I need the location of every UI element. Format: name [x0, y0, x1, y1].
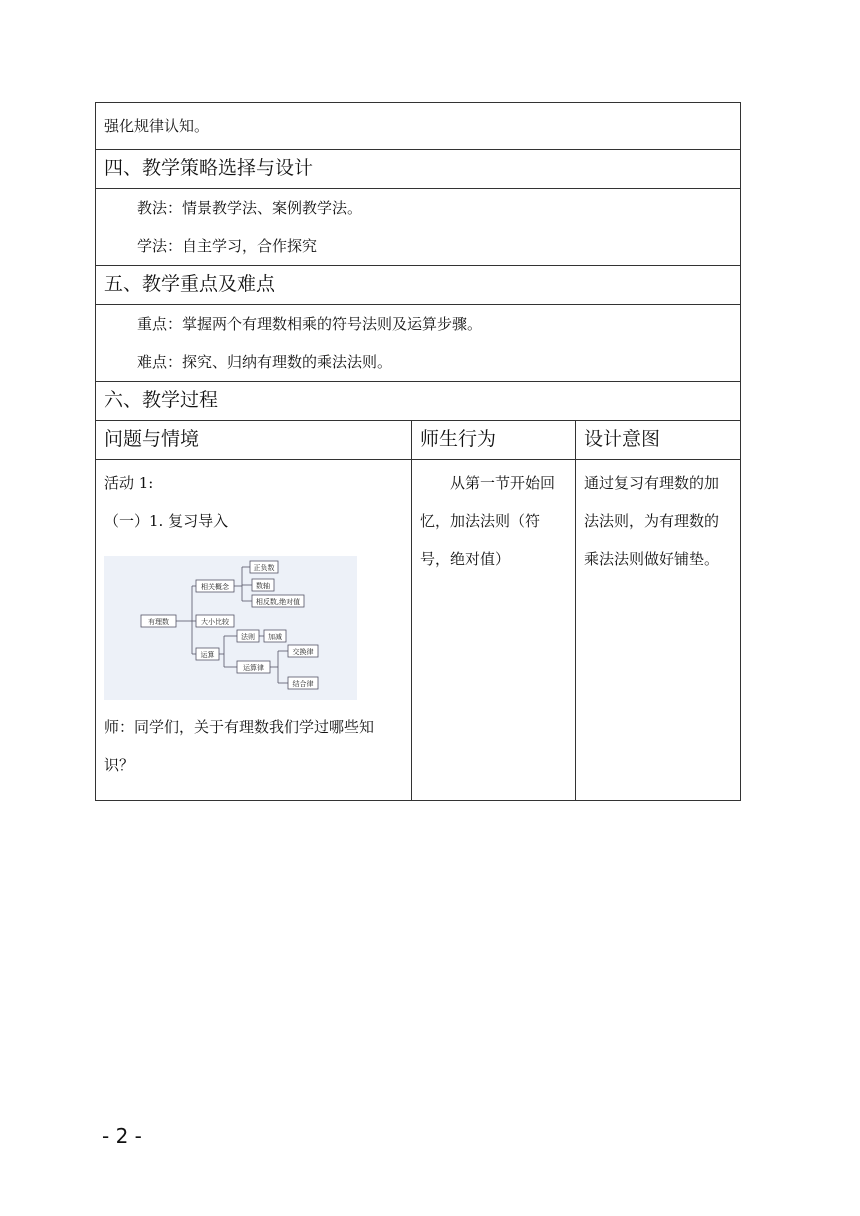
- key-point: 重点：掌握两个有理数相乘的符号法则及运算步骤。: [137, 315, 483, 333]
- node-related: 相关概念: [201, 583, 229, 591]
- design-intent: 通过复习有理数的加法法则，为有理数的乘法法则做好铺垫。: [584, 474, 720, 568]
- process-row-1: [96, 460, 741, 801]
- node-associative: 结合律: [292, 680, 314, 688]
- node-pos-neg: 正负数: [253, 564, 275, 572]
- node-compare: 大小比较: [201, 618, 229, 626]
- section5-title-row: [96, 266, 741, 305]
- section5-title: 五、教学重点及难点: [96, 266, 741, 305]
- section5-body-row: [96, 305, 741, 382]
- process-header-row: [96, 421, 741, 460]
- node-op-laws: 运算律: [243, 664, 264, 672]
- section4-title: 四、教学策略选择与设计: [96, 150, 741, 189]
- header-behavior: 师生行为: [412, 421, 576, 460]
- knowledge-tree-diagram: [104, 556, 357, 700]
- section4-body-row: [96, 189, 741, 266]
- intro-row: [96, 103, 741, 150]
- activity-label: 活动 1:: [104, 474, 154, 492]
- teaching-method: 教法：情景教学法、案例教学法。: [137, 199, 363, 217]
- node-add-sub: 加减: [268, 633, 282, 641]
- node-axis: 数轴: [256, 582, 270, 590]
- node-ops: 运算: [200, 651, 215, 659]
- node-opp-abs: 相反数,绝对值: [255, 598, 301, 606]
- node-rule: 法则: [241, 633, 255, 641]
- intro-text: 强化规律认知。: [96, 103, 741, 150]
- review-step-label: （一）1. 复习导入: [104, 512, 229, 530]
- node-commutative: 交换律: [292, 648, 314, 656]
- header-intent: 设计意图: [576, 421, 741, 460]
- learning-method: 学法：自主学习，合作探究: [137, 237, 318, 255]
- teacher-question: 师：同学们，关于有理数我们学过哪些知识？: [104, 718, 375, 774]
- difficult-point: 难点：探究、归纳有理数的乘法法则。: [137, 353, 393, 371]
- section6-title: 六、教学过程: [96, 382, 741, 421]
- knowledge-tree-svg: [104, 556, 357, 700]
- header-situation: 问题与情境: [96, 421, 412, 460]
- section6-title-row: [96, 382, 741, 421]
- lesson-plan-table: [95, 102, 741, 801]
- section4-title-row: [96, 150, 741, 189]
- node-root: 有理数: [148, 618, 169, 626]
- teacher-student-behavior: 从第一节开始回忆，加法法则（符号，绝对值）: [420, 474, 556, 568]
- page-number: - 2 -: [102, 1124, 142, 1148]
